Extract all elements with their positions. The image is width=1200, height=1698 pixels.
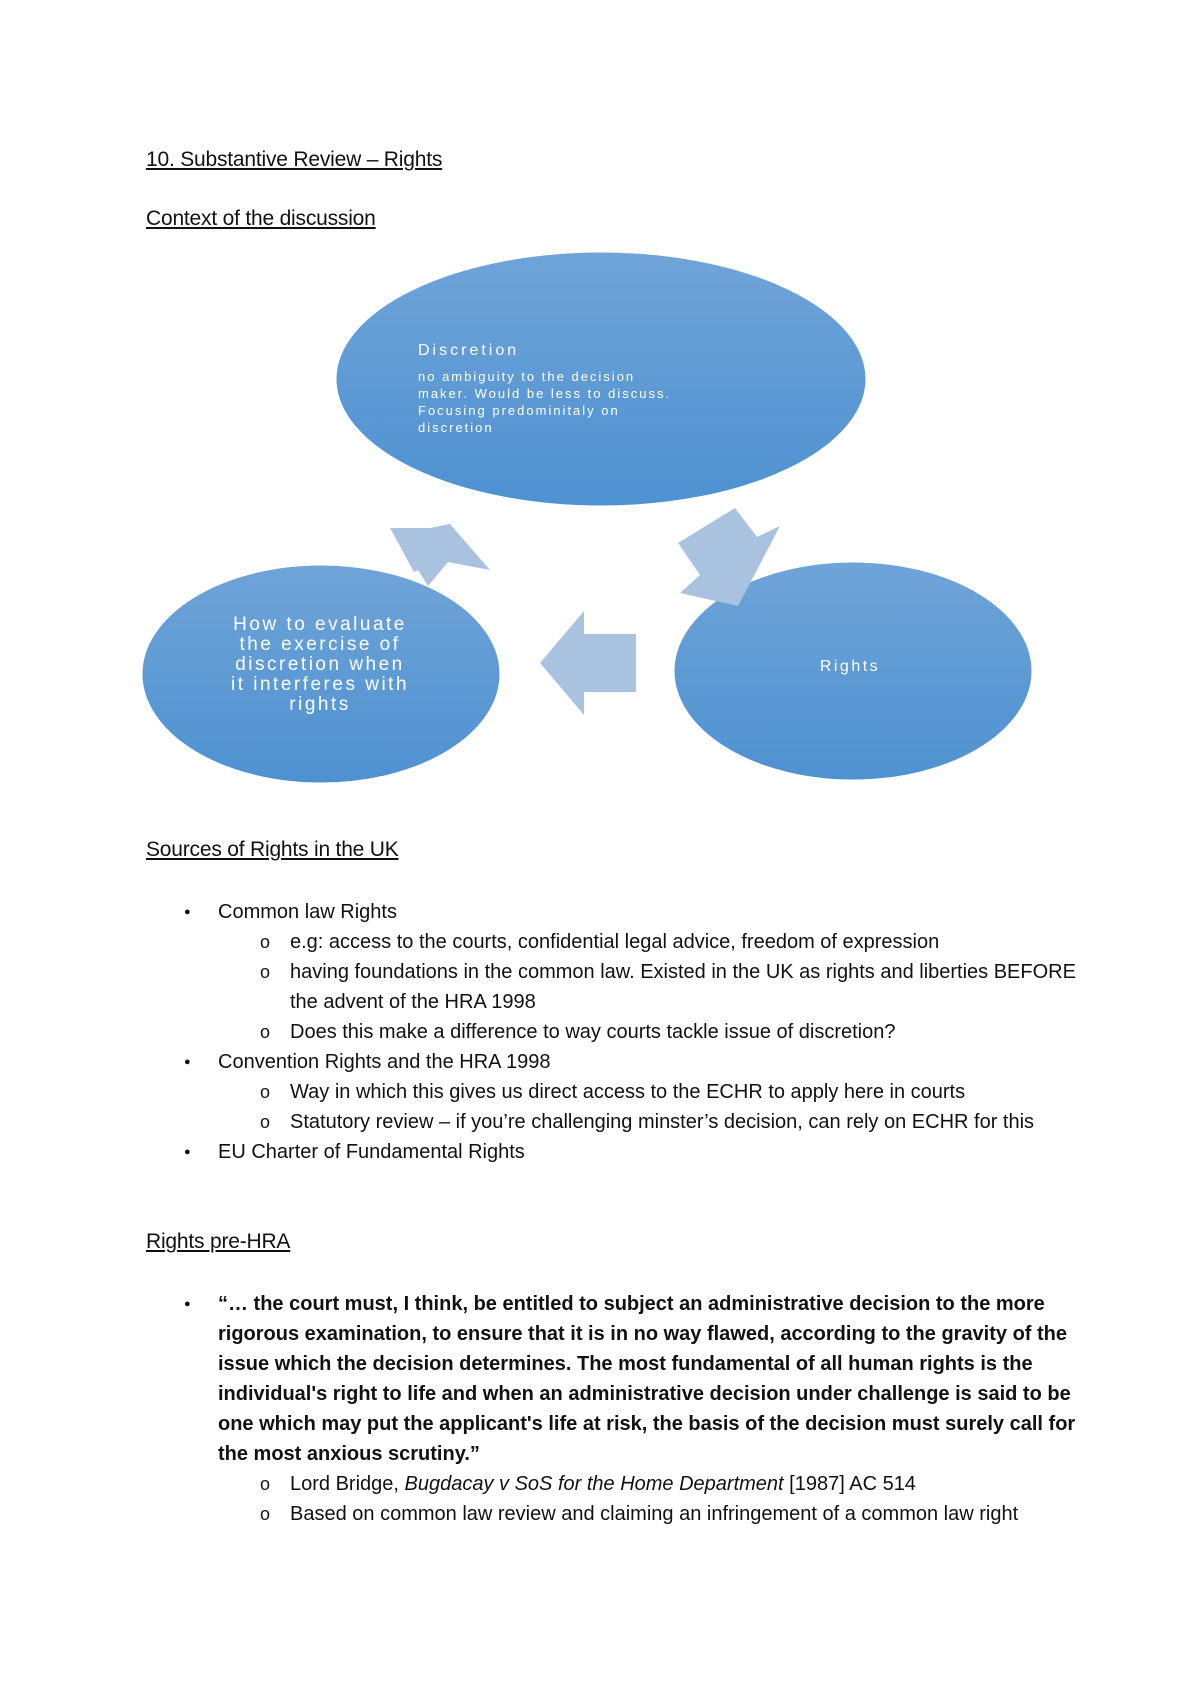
sub-list-item: o Statutory review – if you’re challenging minster’s decision, can rely on ECHR for this	[218, 1107, 1096, 1137]
cycle-diagram-graphic	[0, 250, 1200, 790]
sub-list-item: o having foundations in the common law. Existed in the UK as rights and liberties BEFORE the advent of the HRA 1998	[218, 957, 1096, 1017]
list-item-label: Common law Rights	[218, 901, 397, 923]
left-node-line: discretion when	[235, 654, 405, 675]
list-item	[176, 1047, 1096, 1137]
sources-heading: Sources of Rights in the UK	[146, 838, 399, 861]
sub-list	[218, 1469, 1096, 1529]
top-node	[418, 342, 768, 436]
sub-list-item	[218, 1469, 1096, 1499]
pre-hra-heading: Rights pre-HRA	[146, 1230, 291, 1253]
left-node-line: it interferes with	[230, 674, 410, 695]
cycle-diagram	[0, 250, 1200, 790]
sub-list-item: o Way in which this gives us direct access to the ECHR to apply here in courts	[218, 1077, 1096, 1107]
list-item-label: EU Charter of Fundamental Rights	[218, 1141, 525, 1163]
list-item	[176, 1137, 1096, 1167]
left-node-line: the exercise of	[239, 634, 401, 655]
case-citation: [1987] AC 514	[783, 1473, 916, 1495]
sub-list-item: o Based on common law review and claiming an infringement of a common law right	[218, 1499, 1096, 1529]
quote-text: “… the court must, I think, be entitled to subject an administrative decision to the more rigorous examination, to ensure that it is in no way flawed, according to the gravity of the issue which the decision determines. The most fundamental of all human rights is the individual's right to life and when an administrative decision under challenge is said to be one which may put the applicant's life at risk, the basis of the decision must surely call for the most anxious scrutiny.”	[218, 1293, 1076, 1465]
arrow-right-to-left	[540, 611, 636, 715]
top-node-title: Discretion	[418, 342, 520, 359]
sub-list-item: o Does this make a difference to way courts tackle issue of discretion?	[218, 1017, 1096, 1047]
top-node-line: maker. Would be less to discuss.	[418, 386, 672, 401]
page-title: 10. Substantive Review – Rights	[146, 148, 443, 171]
sub-list-item: o e.g: access to the courts, confidential legal advice, freedom of expression	[218, 927, 1096, 957]
top-node-line: discretion	[418, 420, 494, 435]
top-node-line: Focusing predominitaly on	[418, 403, 620, 418]
top-node-line: no ambiguity to the decision	[418, 369, 636, 384]
list-item	[176, 897, 1096, 1047]
left-node	[190, 615, 450, 715]
context-heading: Context of the discussion	[146, 207, 376, 230]
left-node-line: rights	[289, 694, 351, 715]
sources-list	[176, 897, 1096, 1167]
list-item-label: Convention Rights and the HRA 1998	[218, 1051, 551, 1073]
right-node: Rights	[819, 658, 881, 675]
list-item	[176, 1289, 1096, 1529]
pre-hra-list	[176, 1289, 1096, 1529]
left-node-line: How to evaluate	[233, 614, 407, 635]
case-name: Bugdacay v SoS for the Home Department	[404, 1473, 784, 1495]
sub-list	[218, 927, 1096, 1047]
case-judge: Lord Bridge,	[290, 1473, 405, 1495]
top-node-body	[418, 368, 768, 436]
sub-list	[218, 1077, 1096, 1137]
